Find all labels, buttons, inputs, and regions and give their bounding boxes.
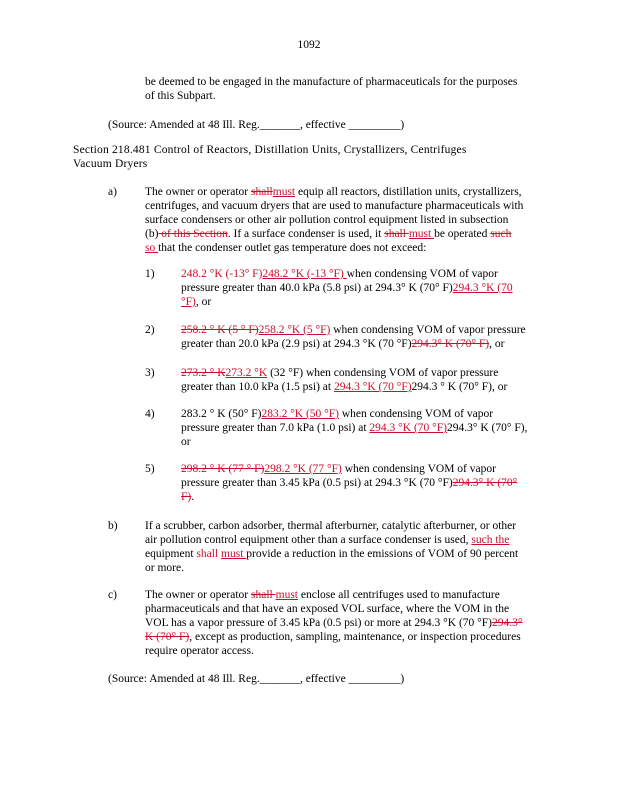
inserted-text: 298.2 °K (77 °F) (264, 463, 342, 475)
paragraph-c (145, 588, 565, 658)
text-line: require operator access. (145, 645, 254, 657)
item-marker-b: b) (108, 520, 118, 532)
deleted-text: 294.3° K (70° (452, 477, 518, 489)
text: that the condenser outlet gas temperature does not exceed: (158, 242, 427, 254)
inserted-text: so (145, 242, 159, 254)
inserted-text: such the (471, 534, 510, 546)
paragraph-b (145, 519, 565, 575)
subitem-5 (181, 462, 561, 504)
section-title: Section 218.481 Control of Reactors, Distillation Units, Crystallizers, Centrif (73, 144, 445, 156)
text: equip all reactors, distillation units, crystallizers, (295, 186, 522, 198)
text: air pollution control equipment other than a surface condenser is used, (145, 534, 472, 546)
subitem-marker-4: 4) (145, 408, 155, 420)
intro-line: be deemed to be engaged in the manufacture of pharmaceuticals for the purposes (145, 76, 518, 88)
intro-paragraph (145, 75, 517, 103)
text: when condensing VOM of vapor pressure (330, 324, 526, 336)
text: equipment (145, 548, 197, 560)
inserted-text: °F) (181, 296, 196, 308)
inserted-text: 294.3 °K (70 °F) (369, 422, 447, 434)
text: pressure greater than 3.45 kPa (0.5 psi) at 294.3 °K (70 °F) (181, 477, 453, 489)
deleted-text: shall (384, 228, 409, 240)
text-line: or more. (145, 562, 184, 574)
text: provide a reduction in the emissions of VOM of 90 percent (246, 548, 519, 560)
subitem-marker-3: 3) (145, 367, 155, 379)
deleted-text: 258.2 ° K (5 ° F) (181, 324, 259, 336)
deleted-text: 298.2 ° K (77 ° F) (181, 463, 265, 475)
text: when condensing VOM of vapor (341, 463, 496, 475)
subitem-4 (181, 407, 561, 449)
page-number: 1092 (297, 39, 321, 51)
text: (b) (145, 228, 159, 240)
text: greater than 20.0 kPa (2.9 psi) at 294.3 °K (70 °F) (181, 338, 412, 350)
text-line: or (181, 436, 191, 448)
text: when condensing VOM of vapor (346, 268, 498, 280)
deleted-text: 273.2 ° K (181, 367, 226, 379)
deleted-text: shall (251, 186, 273, 198)
text: VOL has a vapor pressure of 3.45 kPa (0.5 psi) or more at 294.3 °K (70 °F) (145, 617, 492, 629)
text: be operated (434, 228, 491, 240)
text: . (191, 491, 195, 503)
text: pressure greater than 7.0 kPa (1.0 psi) at (181, 422, 370, 434)
text: when condensing VOM of vapor (339, 408, 494, 420)
section-title-line2: Vacuum Dryers (73, 158, 148, 170)
inserted-text: 283.2 °K (50 °F) (261, 408, 339, 420)
source-note: (Source: Amended at 48 Ill. Reg._______, effective _________) (108, 673, 405, 685)
inserted-text: 273.2 °K (225, 367, 268, 379)
intro-line: of this Subpart. (145, 90, 216, 102)
subitem-marker-1: 1) (145, 268, 155, 280)
text: , or (489, 338, 505, 350)
deleted-text: F) (181, 491, 192, 503)
text-line: If a scrubber, carbon adsorber, thermal afterburner, catalytic afterburner, or other (145, 520, 517, 532)
inserted-text: must (408, 228, 435, 240)
text: greater than 10.0 kPa (1.5 psi) at (181, 381, 334, 393)
text-line: surface condensers or other air pollution control equipment listed in subsection (145, 214, 509, 226)
subitem-3 (181, 366, 561, 394)
subitem-marker-5: 5) (145, 463, 155, 475)
subitem-1 (181, 267, 541, 309)
inserted-text: 248.2 °K (-13 °F) (262, 268, 347, 280)
deleted-text: 294.3° K (70° F) (411, 338, 490, 350)
inserted-text: must (275, 589, 298, 601)
inserted-text: 258.2 °K (5 °F) (258, 324, 331, 336)
text-line: pharmaceuticals and that have an exposed VOL surface, where the VOM in the (145, 603, 510, 615)
inserted-text: must (272, 186, 296, 198)
item-marker-c: c) (108, 589, 117, 601)
text: 294.3° K (70° F), (446, 422, 528, 434)
text-line: centrifuges, and vacuum dryers that are used to manufacture pharmaceuticals with (145, 200, 524, 212)
text: enclose all centrifuges used to manufacture (298, 589, 500, 601)
deleted-text: such (490, 228, 512, 240)
paragraph-a (145, 185, 565, 255)
section-heading (73, 143, 467, 171)
text: , except as production, sampling, maintenance, or inspection procedures (189, 631, 521, 643)
text: 283.2 ° K (50° F) (181, 408, 262, 420)
inserted-text: must (221, 548, 247, 560)
deleted-text: of this Section (158, 228, 228, 240)
inserted-text: 294.3 °K (70 °F) (333, 381, 412, 393)
deleted-text: shall (196, 548, 222, 560)
deleted-text: 248.2 °K (-13° F) (181, 268, 263, 280)
text: The owner or operator (145, 186, 252, 198)
text: , or (195, 296, 212, 308)
inserted-text: uges (444, 144, 467, 156)
item-marker-a: a) (108, 186, 117, 198)
text: The owner or operator (145, 589, 252, 601)
text: . If a surface condenser is used, it (227, 228, 385, 240)
text: 294.3 ° K (70° F), or (411, 381, 508, 393)
text: (32 °F) when condensing VOM of vapor pressure (267, 367, 499, 379)
text: pressure greater than 40.0 kPa (5.8 psi) at 294.3° K (70° F) (181, 282, 453, 294)
subitem-2 (181, 323, 561, 351)
deleted-text: shall (251, 589, 276, 601)
deleted-text: K (70° F) (145, 631, 190, 643)
deleted-text: 294.3° (492, 617, 523, 629)
inserted-text: 294.3 °K (70 (452, 282, 513, 294)
source-note: (Source: Amended at 48 Ill. Reg._______, effective _________) (108, 119, 405, 131)
subitem-marker-2: 2) (145, 324, 155, 336)
